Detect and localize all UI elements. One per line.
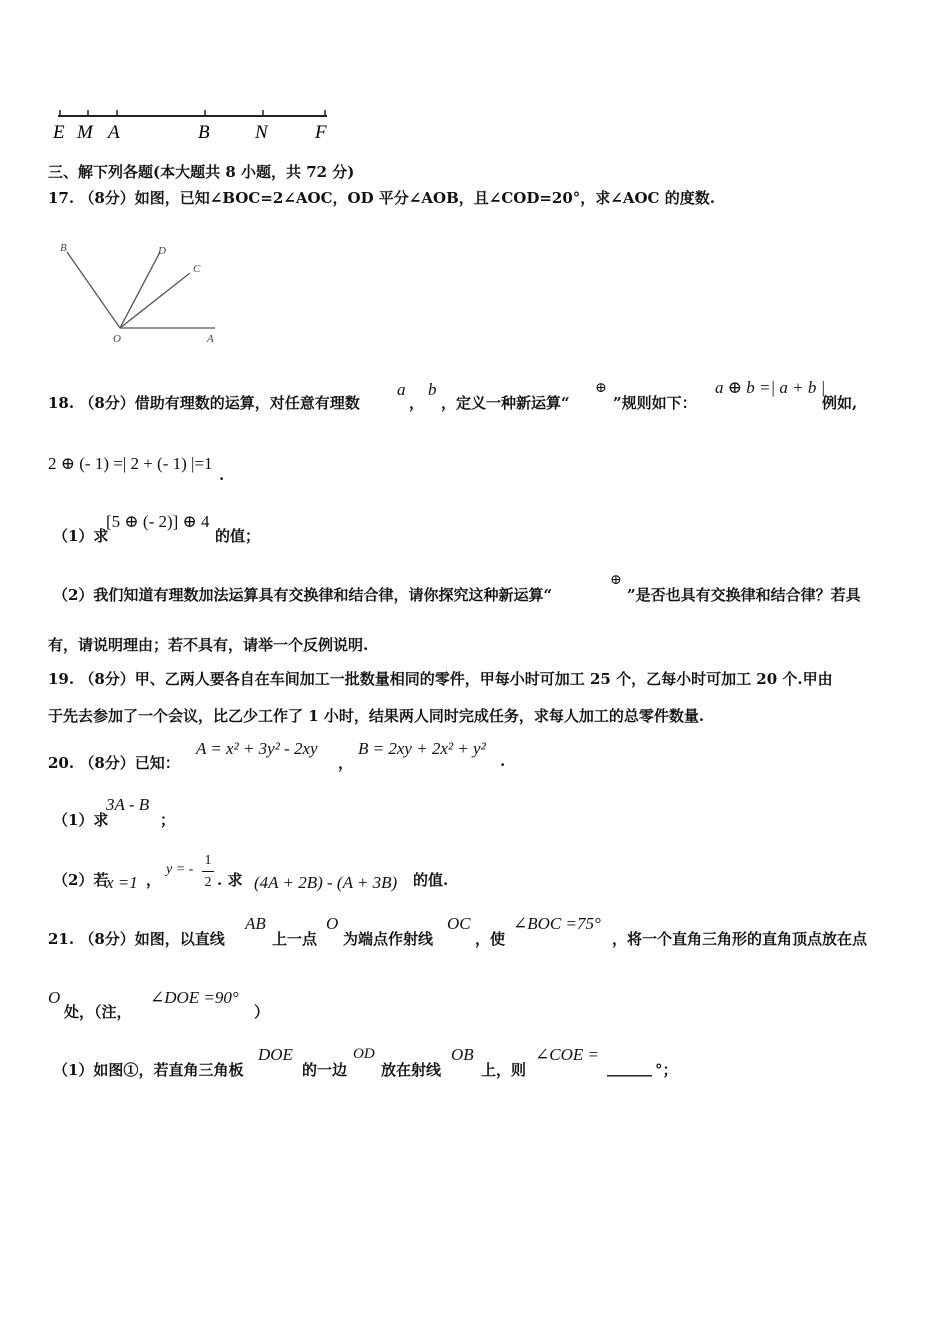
q21-text2: 为端点作射线	[343, 930, 434, 948]
q21-part1-prefix: （1）如图①，若直角三角板	[53, 1061, 244, 1079]
q21-OC: OC	[447, 914, 471, 933]
q18-part1-prefix: （1）求	[53, 527, 109, 545]
q21-angle-BOC: ∠BOC =75°	[513, 914, 601, 933]
q20-A-expression: A = x² + 3y² - 2xy	[196, 739, 318, 758]
q21-text6: ）	[254, 1003, 270, 1021]
q19-line1: 19. （8分）甲、乙两人要各自在车间加工一批数量相同的零件，甲每小时可加工 25 个，乙每小时可加工 20 个.甲由	[48, 670, 833, 688]
q20-fraction-numerator: 1	[204, 853, 212, 868]
q21-answer-blank: ______	[607, 1059, 652, 1077]
number-line-figure	[45, 104, 345, 144]
ray-OD	[120, 252, 160, 328]
q20-comma: ，	[338, 754, 354, 772]
fig-label-A: A	[207, 333, 214, 345]
q21-angle-DOE: ∠DOE =90°	[150, 988, 239, 1007]
fig-label-D: D	[158, 245, 166, 257]
q21-O2: O	[48, 988, 61, 1007]
q18-part2-op: ⊕	[610, 573, 622, 588]
label-B: B	[198, 122, 210, 143]
q20-part1-math: 3A - B	[106, 795, 150, 814]
q21-OD: OD	[353, 1046, 375, 1062]
q21-AB: AB	[245, 914, 266, 933]
q18-example-math: 2 ⊕ (- 1) =| 2 + (- 1) |=1	[48, 454, 213, 473]
q18-mid: ，定义一种新运算“	[441, 394, 570, 412]
q18-example-text: 例如,	[822, 394, 858, 412]
q20-part2-math: (4A + 2B) - (A + 3B)	[254, 873, 398, 892]
q20-part2-y: y = -	[166, 862, 194, 877]
q17-angle-figure	[50, 235, 230, 350]
q17-text: 17. （8分）如图，已知∠BOC=2∠AOC，OD 平分∠AOB，且∠COD=20°，求∠AOC 的度数.	[48, 189, 715, 207]
q18-lead: 18. （8分）借助有理数的运算，对任意有理数	[48, 394, 360, 412]
label-A: A	[108, 122, 120, 143]
q18-part1-suffix: 的值；	[215, 527, 261, 545]
label-M: M	[77, 122, 93, 143]
q21-part1-text2: 放在射线	[381, 1061, 442, 1079]
q18-part2-line1-end: ”是否也具有交换律和结合律？若具	[627, 586, 861, 604]
q21-lead: 21. （8分）如图，以直线	[48, 930, 225, 948]
q20-part2-suffix: 的值.	[413, 871, 449, 889]
q21-O: O	[326, 914, 339, 933]
q18-var-a: a	[397, 380, 406, 399]
q21-text3: ，使	[475, 930, 506, 948]
q20-fraction-denominator: 2	[204, 875, 212, 890]
q18-op-symbol: ⊕	[595, 381, 607, 396]
q20-lead: 20. （8分）已知：	[48, 754, 180, 772]
q19-line2: 于先去参加了一个会议，比乙少工作了 1 小时，结果两人同时完成任务，求每人加工的总零件数量.	[48, 707, 705, 725]
q18-comma: ，	[409, 394, 425, 412]
q21-text1: 上一点	[272, 930, 318, 948]
q21-part1-text1: 的一边	[302, 1061, 348, 1079]
ray-OB	[67, 252, 120, 328]
q20-B-expression: B = 2xy + 2x² + y²	[358, 739, 486, 758]
fig-label-C: C	[193, 263, 201, 275]
q20-part2-mid: . 求	[217, 871, 243, 889]
q18-part2-line2: 有，请说明理由；若不具有，请举一个反例说明.	[48, 636, 369, 654]
q18-part1-math: [5 ⊕ (- 2)] ⊕ 4	[106, 512, 210, 531]
q20-part2-comma: ，	[146, 871, 162, 889]
q21-angle-COE: ∠COE =	[535, 1045, 599, 1064]
q21-part1-end: °；	[655, 1061, 678, 1079]
q18-rule-math: a ⊕ b =| a + b |	[715, 378, 826, 397]
q20-part2-x: x =1	[106, 873, 138, 892]
q20-fraction-bar	[202, 871, 214, 872]
q20-part2-prefix: （2）若	[53, 871, 109, 889]
q18-var-b: b	[428, 380, 437, 399]
ray-OC	[120, 273, 190, 328]
fig-label-B: B	[60, 242, 67, 254]
label-N: N	[255, 122, 268, 143]
label-F: F	[315, 122, 327, 143]
q20-end: .	[500, 752, 506, 770]
q20-part1-prefix: （1）求	[53, 811, 109, 829]
q21-text4: ，将一个直角三角形的直角顶点放在点	[612, 930, 868, 948]
fig-label-O: O	[113, 333, 121, 345]
q21-DOE: DOE	[258, 1045, 293, 1064]
label-E: E	[53, 122, 65, 143]
q18-example-end: .	[219, 466, 225, 484]
section-3-title: 三、解下列各题(本大题共 8 小题，共 72 分)	[48, 163, 355, 181]
q21-text5: 处，（注，	[64, 1003, 132, 1021]
q18-rule-text: ”规则如下：	[613, 394, 697, 412]
q21-OB: OB	[451, 1045, 474, 1064]
q20-part1-suffix: ；	[160, 811, 176, 829]
q21-part1-text3: 上，则	[481, 1061, 527, 1079]
q18-part2-line1: （2）我们知道有理数加法运算具有交换律和结合律，请你探究这种新运算“	[53, 586, 553, 604]
